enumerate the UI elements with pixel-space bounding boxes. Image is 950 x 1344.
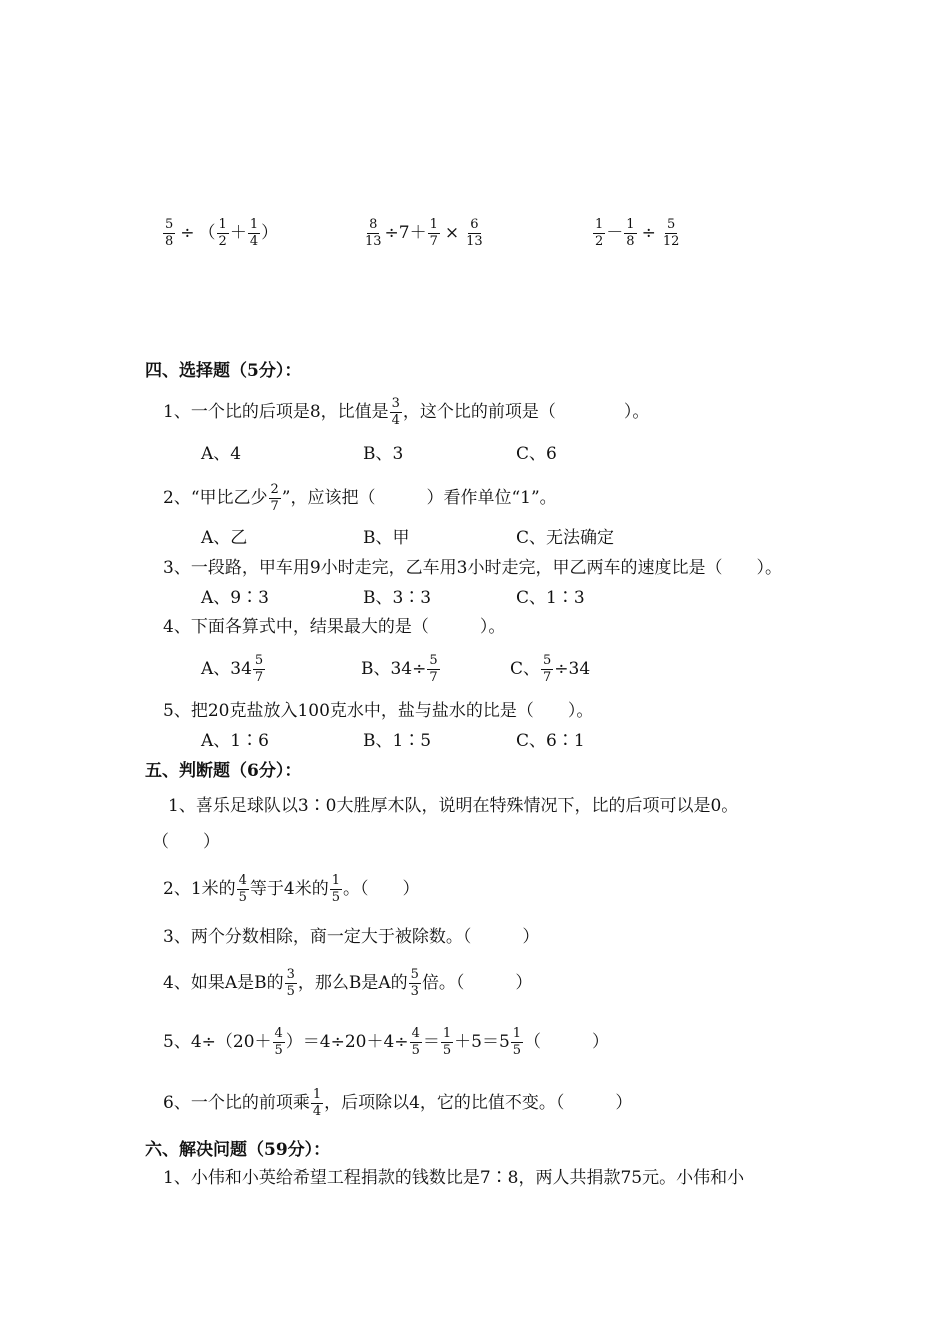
s4-q1-option-c: C、6 — [516, 444, 557, 464]
s4-q2-option-b: B、甲 — [363, 528, 410, 548]
fraction: $\frac{1}{2}$ — [595, 217, 604, 249]
fraction: $\frac{5}{7}$ — [429, 653, 438, 685]
calc-expression-1: $\frac{5}{8}$ ÷ （ $\frac{1}{2}$ ＋ $\frac{1}{4}$ ） — [165, 217, 279, 249]
fraction: $\frac{1}{7}$ — [429, 217, 438, 249]
fraction: $\frac{5}{8}$ — [165, 217, 174, 249]
fraction: $\frac{1}{2}$ — [218, 217, 227, 249]
fraction: $\frac{5}{7}$ — [543, 653, 552, 685]
fraction: $\frac{4}{5}$ — [238, 873, 247, 905]
s4-q1-option-b: B、3 — [363, 444, 404, 464]
fraction: $\frac{3}{4}$ — [391, 396, 400, 428]
section-4-heading: 四、选择题（5分）： — [145, 361, 302, 381]
fraction: $\frac{1}{5}$ — [331, 873, 341, 905]
s6-question-1: 1、小伟和小英给希望工程捐款的钱数比是7∶8，两人共捐款75元。小伟和小 — [163, 1168, 745, 1188]
s4-q5-option-c: C、6∶1 — [516, 731, 585, 751]
s4-q3-option-c: C、1∶3 — [516, 588, 585, 608]
s4-q4-option-c: C、 $\frac{5}{7}$ ÷34 — [510, 653, 591, 685]
fraction: $\frac{5}{7}$ — [254, 653, 264, 685]
fraction: $\frac{2}{7}$ — [270, 482, 279, 514]
fraction: $\frac{8}{13}$ — [365, 217, 382, 249]
fraction: $\frac{1}{4}$ — [312, 1087, 322, 1119]
fraction: $\frac{3}{5}$ — [286, 967, 295, 999]
s4-q5-option-a: A、1∶6 — [201, 731, 269, 751]
s4-q2-option-a: A、乙 — [201, 528, 248, 548]
s4-question-1: 1、一个比的后项是8，比值是 $\frac{3}{4}$ ，这个比的前项是（ ）。 — [163, 396, 650, 428]
section-6-heading: 六、解决问题（59分）： — [145, 1140, 331, 1160]
s4-q1-option-a: A、4 — [201, 444, 242, 464]
s4-q5-option-b: B、1∶5 — [363, 731, 432, 751]
fraction: $\frac{1}{4}$ — [249, 217, 259, 249]
s4-q2-option-c: C、无法确定 — [516, 528, 615, 548]
fraction: $\frac{5}{12}$ — [662, 217, 680, 249]
s5-q1-answer-paren: （ ） — [152, 832, 220, 852]
s4-question-2: 2、“甲比乙少 $\frac{2}{7}$ ”，应该把（ ）看作单位“1”。 — [163, 482, 557, 514]
s5-question-3: 3、两个分数相除，商一定大于被除数。（ ） — [163, 927, 540, 947]
fraction: $\frac{1}{5}$ — [512, 1026, 522, 1058]
s5-question-1: 1、喜乐足球队以3∶0大胜厚木队，说明在特殊情况下，比的后项可以是0。 — [168, 796, 739, 816]
fraction: $\frac{6}{13}$ — [466, 217, 483, 249]
s4-question-3: 3、一段路，甲车用9小时走完，乙车用3小时走完，甲乙两车的速度比是（ ）。 — [163, 558, 782, 578]
s5-question-2: 2、1米的 $\frac{4}{5}$ 等于4米的 $\frac{1}{5}$ 。（ ） — [163, 873, 420, 905]
fraction: $\frac{1}{5}$ — [442, 1026, 452, 1058]
s5-question-4: 4、如果A是B的 $\frac{3}{5}$ ，那么B是A的 $\frac{5}{3}$ 倍。（ ） — [163, 967, 533, 999]
fraction: $\frac{1}{8}$ — [626, 217, 635, 249]
s5-question-5: 5、4÷（20＋ $\frac{4}{5}$ ）＝4÷20＋4÷ $\frac{4}{5}$ ＝ $\frac{1}{5}$ ＋5＝5 $\frac{1}{5}$ （ ） — [163, 1026, 610, 1058]
fraction: $\frac{4}{5}$ — [411, 1026, 420, 1058]
s4-q4-option-a: A、34 $\frac{5}{7}$ — [201, 653, 264, 685]
s4-question-4: 4、下面各算式中，结果最大的是（ ）。 — [163, 617, 506, 637]
s4-q4-option-b: B、34÷ $\frac{5}{7}$ — [361, 653, 438, 685]
calc-expression-3: $\frac{1}{2}$ － $\frac{1}{8}$ ÷ $\frac{5}{12}$ — [595, 217, 680, 249]
fraction: $\frac{5}{3}$ — [410, 967, 419, 999]
calc-expression-2: $\frac{8}{13}$ ÷7＋ $\frac{1}{7}$ × $\frac{6}{13}$ — [365, 217, 483, 249]
s4-q3-option-a: A、9∶3 — [201, 588, 269, 608]
fraction: $\frac{4}{5}$ — [274, 1026, 283, 1058]
section-5-heading: 五、判断题（6分）： — [145, 761, 302, 781]
s5-question-6: 6、一个比的前项乘 $\frac{1}{4}$ ，后项除以4，它的比值不变。（ ） — [163, 1087, 633, 1119]
s4-q3-option-b: B、3∶3 — [363, 588, 432, 608]
s4-question-5: 5、把20克盐放入100克水中，盐与盐水的比是（ ）。 — [163, 701, 594, 721]
